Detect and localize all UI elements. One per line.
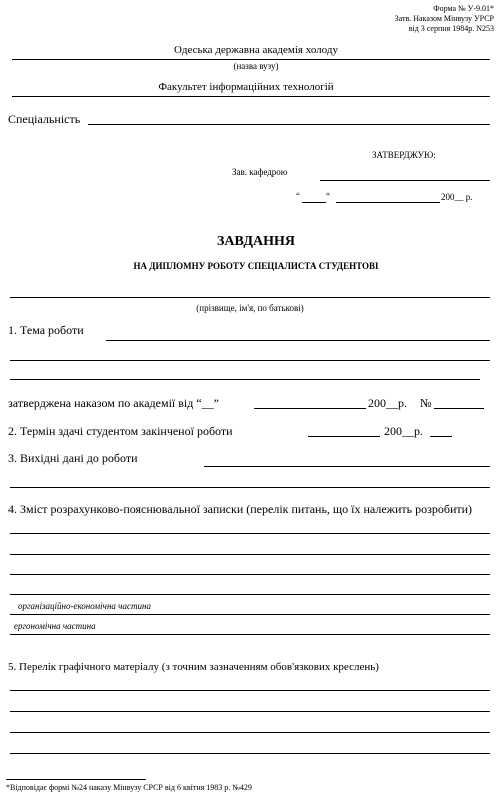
approval-day-field[interactable]: [302, 202, 326, 203]
form-number: Форма № У-9.01*: [433, 4, 494, 13]
form-date: від 3 серпня 1984р. N253: [408, 24, 494, 33]
contents-line-4[interactable]: [10, 594, 490, 595]
deadline-date-field[interactable]: [308, 436, 380, 437]
institution-caption: (назва вузу): [233, 61, 279, 71]
faculty-line: [12, 96, 490, 97]
task-title: ЗАВДАННЯ: [217, 234, 295, 249]
order-number-field[interactable]: [434, 408, 484, 409]
contents-line-2[interactable]: [10, 554, 490, 555]
order-date-field[interactable]: [254, 408, 366, 409]
approve-label: ЗАТВЕРДЖУЮ:: [372, 150, 436, 160]
contents-line-6[interactable]: [10, 634, 490, 635]
approval-month-field[interactable]: [336, 202, 440, 203]
student-name-field[interactable]: [10, 297, 490, 298]
footnote: *Відповідає формі №24 наказу Мінвузу СРСР від 6 квітня 1983 р. №429: [6, 783, 252, 792]
approval-year: 200__ р.: [441, 192, 473, 202]
topic-line-1[interactable]: [106, 340, 490, 341]
contents-line-1[interactable]: [10, 533, 490, 534]
ergonomic-part-label: ергономічна частина: [14, 621, 96, 631]
input-data-line-2[interactable]: [10, 487, 490, 488]
graphics-line-2[interactable]: [10, 711, 490, 712]
specialty-label: Спеціальність: [8, 112, 81, 126]
contents-line-3[interactable]: [10, 574, 490, 575]
economic-part-label: організаційно-економічна частина: [18, 601, 151, 611]
graphics-line-3[interactable]: [10, 732, 490, 733]
institution-line: [12, 59, 490, 60]
section-5-label: 5. Перелік графічного матеріалу (з точним зазначенням обов'язкових креслень): [8, 661, 379, 673]
topic-line-3[interactable]: [10, 379, 480, 380]
deadline-year-line: [430, 436, 452, 437]
approved-by-order-label: затверджена наказом по академії від “__”: [8, 396, 220, 410]
head-signature-field[interactable]: [320, 180, 490, 181]
form-approval: Затв. Наказом Мінвузу УРСР: [394, 14, 494, 23]
quote-close: “: [326, 191, 330, 201]
form-code: [395, 4, 494, 34]
deadline-year: 200__р.: [384, 424, 423, 438]
graphics-line-1[interactable]: [10, 690, 490, 691]
order-number-sign: №: [420, 396, 432, 410]
section-2-label: 2. Термін здачі студентом закінченої роботи: [8, 424, 233, 438]
institution-name: Одеська державна академія холоду: [174, 44, 338, 56]
head-of-dept-label: Зав. кафедрою: [232, 167, 288, 177]
input-data-line-1[interactable]: [204, 466, 490, 467]
task-subtitle: НА ДИПЛОМНУ РОБОТУ СПЕЦІАЛИСТА СТУДЕНТОВІ: [133, 261, 379, 271]
specialty-field[interactable]: [88, 124, 490, 125]
graphics-line-4[interactable]: [10, 753, 490, 754]
order-year: 200__р.: [368, 396, 407, 410]
footnote-divider: [6, 779, 146, 780]
topic-line-2[interactable]: [10, 360, 490, 361]
section-3-label: 3. Вихідні дані до роботи: [8, 451, 138, 465]
section-1-label: 1. Тема роботи: [8, 323, 84, 337]
student-name-caption: (прізвище, ім'я, по батькові): [196, 303, 304, 313]
section-4-label: 4. Зміст розрахунково-пояснювальної записки (перелік питань, що їх належить розробити): [8, 502, 473, 516]
contents-line-5[interactable]: [10, 614, 490, 615]
faculty-name: Факультет інформаційних технологій: [158, 81, 334, 93]
quote-open: “: [296, 191, 300, 201]
